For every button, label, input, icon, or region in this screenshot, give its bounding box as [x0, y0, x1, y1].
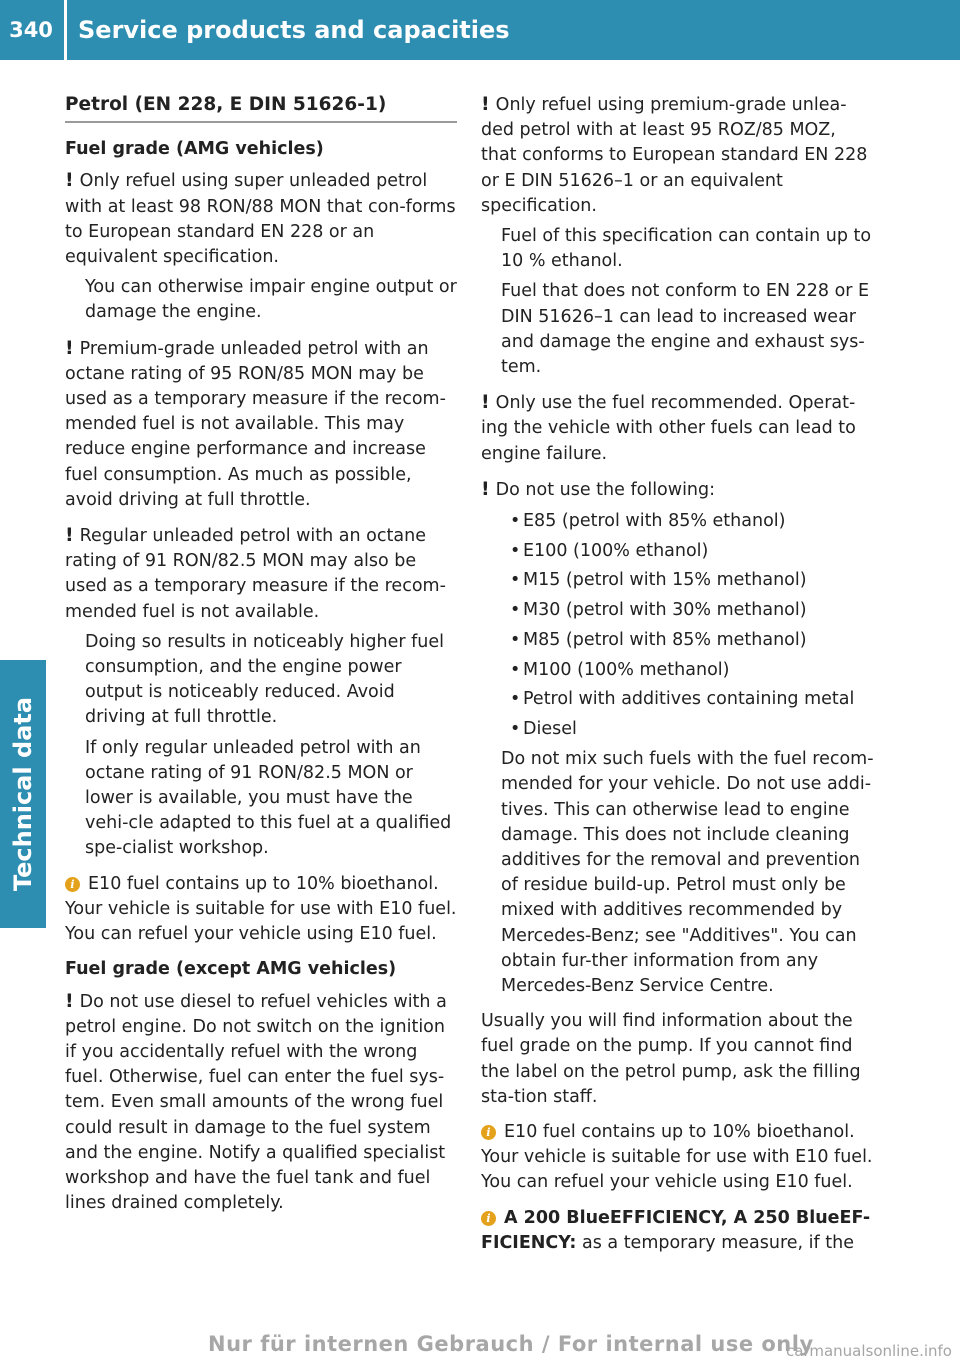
warning-icon: ! [481, 391, 490, 414]
subhead-non-amg: Fuel grade (except AMG vehicles) [65, 959, 397, 980]
footer-brand: carmanualsonline.info [786, 1342, 952, 1360]
note-continuation: If only regular unleaded petrol with an octane rating of 91 RON/82.5 MON or lower is available, you must have the vehi-cle adapted to this fuel at a qualified spe-cialist workshop. [85, 737, 452, 859]
note-text: Do not use diesel to refuel vehicles with a petrol engine. Do not switch on the ignition if you accidentally refuel with the wrong fuel. Otherwise, fuel can enter the fuel sys-tem. Even small amounts of the wrong fuel could result in damage to the fuel system and the engine. Notify a qualified specialist workshop and have the fuel tank and fuel lines drained completely. [65, 991, 447, 1214]
left-column [65, 92, 457, 1226]
info-text: as a temporary measure, if the [582, 1232, 854, 1253]
note-continuation: Doing so results in noticeably higher fuel consumption, and the engine power output is noticeably reduced. Avoid driving at full throttle. [85, 631, 444, 728]
side-tab-label: Technical data [9, 696, 38, 892]
chapter-title: Service products and capacities [78, 16, 510, 44]
info-bold-text: A 200 BlueEFFICIENCY, A 250 BlueEF-FICIENCY: [481, 1207, 871, 1253]
note-continuation: Fuel that does not conform to EN 228 or E DIN 51626–1 can lead to increased wear and damage the engine and exhaust sys-tem. [501, 281, 870, 378]
subhead-amg: Fuel grade (AMG vehicles) [65, 139, 324, 160]
list-item: • E85 (petrol with 85% ethanol) [523, 509, 876, 534]
note-text: Only refuel using super unleaded petrol with at least 98 RON/88 MON that con-forms to European standard EN 228 or an equivalent specification. [65, 171, 456, 268]
note-text: Regular unleaded petrol with an octane rating of 91 RON/82.5 MON may also be used as a temporary measure if the recom-mended fuel is not available. [65, 526, 446, 622]
note-text: Premium-grade unleaded petrol with an octane rating of 95 RON/85 MON may be used as a temporary measure if the recom-mended fuel is not available. This may reduce engine performance and increase fuel consumption. As much as possible, avoid driving at full throttle. [65, 338, 446, 510]
info-text: E10 fuel contains up to 10% bioethanol. Your vehicle is suitable for use with E10 fuel. You can refuel your vehicle using E10 fuel. [481, 1122, 873, 1193]
page-number: 340 [9, 18, 53, 42]
warning-icon: ! [481, 477, 490, 500]
list-item: • E100 (100% ethanol) [523, 539, 876, 564]
warning-note [65, 523, 457, 862]
info-icon: i [65, 877, 80, 892]
info-icon: i [481, 1211, 496, 1226]
note-text: Only use the fuel recommended. Operat-ing the vehicle with other fuels can lead to engine failure. [481, 393, 856, 464]
list-item: • M30 (petrol with 30% methanol) [523, 598, 876, 623]
note-text: Do not use the following: [495, 479, 716, 500]
info-note [481, 1206, 876, 1256]
header-divider [64, 0, 67, 60]
list-item: • M15 (petrol with 15% methanol) [523, 568, 876, 593]
warning-icon: ! [65, 524, 74, 547]
note-continuation: You can otherwise impair engine output or damage the engine. [85, 277, 457, 323]
note-continuation: Do not mix such fuels with the fuel recom-mended for your vehicle. Do not use addi-tives. This can otherwise lead to engine damage. This does not include cleaning additives for the removal and prevention of residue build-up. Petrol must only be mixed with additives recommended by Mercedes-Benz; see "Additives". You can obtain fur-ther information from any Mercedes-Benz Service Centre. [501, 749, 874, 996]
body-paragraph: Usually you will find information about the fuel grade on the pump. If you cannot find the label on the petrol pump, ask the filling sta-tion staff. [481, 1011, 861, 1107]
list-item: • Diesel [523, 717, 876, 742]
warning-note [481, 477, 876, 999]
warning-icon: ! [65, 169, 74, 192]
warning-note [65, 168, 457, 325]
list-item: • M100 (100% methanol) [523, 658, 876, 683]
warning-note [481, 390, 876, 467]
list-item: • Petrol with additives containing metal [523, 687, 876, 712]
note-continuation: Fuel of this specification can contain up to 10 % ethanol. [501, 226, 872, 272]
warning-icon: ! [65, 336, 74, 359]
warning-note [65, 336, 457, 513]
warning-icon: ! [481, 93, 490, 115]
list-item: • M85 (petrol with 85% methanol) [523, 628, 876, 653]
page-header [0, 0, 960, 60]
info-text: E10 fuel contains up to 10% bioethanol. Your vehicle is suitable for use with E10 fuel. You can refuel your vehicle using E10 fuel. [65, 873, 457, 945]
footer-watermark: Nur für internen Gebrauch / For internal use only [208, 1332, 814, 1356]
bullet-list [481, 509, 876, 742]
warning-icon: ! [65, 989, 74, 1012]
warning-note [65, 989, 457, 1217]
right-column [481, 92, 876, 1266]
info-note [481, 1120, 876, 1196]
side-tab [0, 660, 46, 928]
info-note [65, 872, 457, 948]
side-tab-label-wrap [0, 660, 46, 928]
warning-note [481, 92, 876, 380]
info-icon: i [481, 1125, 496, 1140]
note-text: Only refuel using premium-grade unlea-ded petrol with at least 95 ROZ/85 MOZ, that conforms to European standard EN 228 or E DIN 51626–1 or an equivalent specification. [481, 95, 868, 216]
section-title: Petrol (EN 228, E DIN 51626-1) [65, 92, 457, 123]
